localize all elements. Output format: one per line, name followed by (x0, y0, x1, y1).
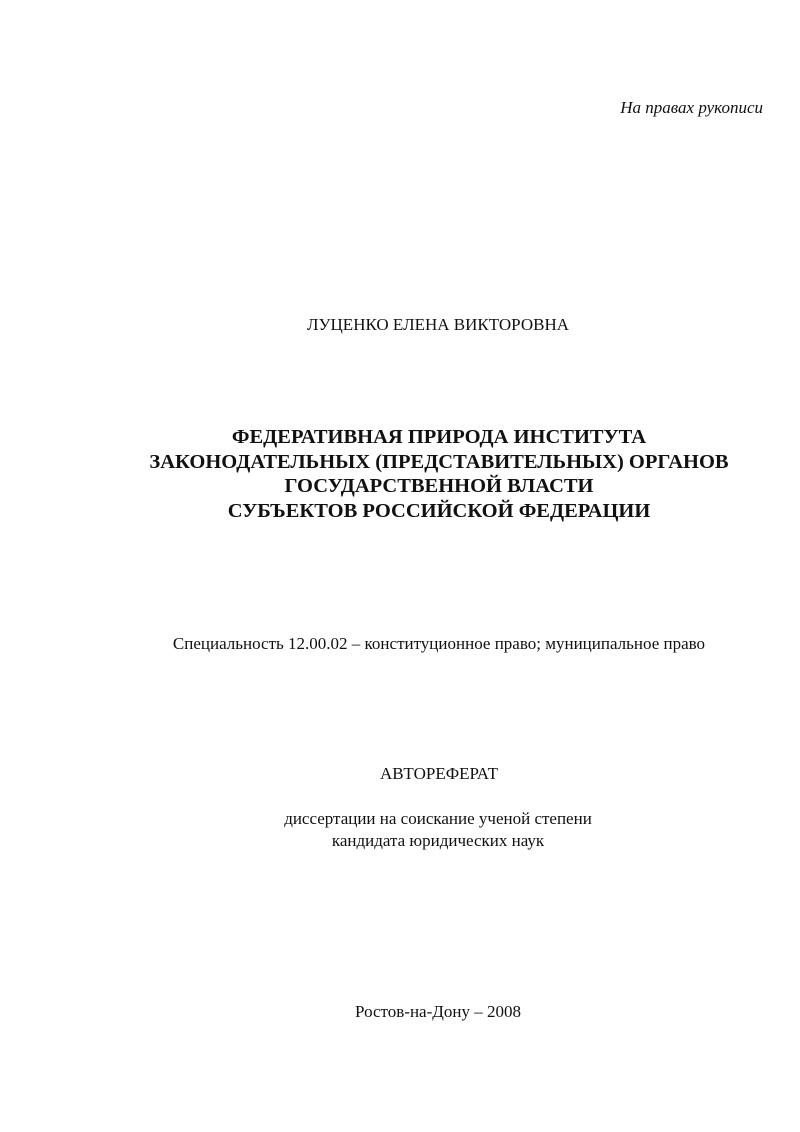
title-line: СУБЪЕКТОВ РОССИЙСКОЙ ФЕДЕРАЦИИ (227, 499, 651, 522)
degree-purpose (0, 808, 800, 852)
document-type: АВТОРЕФЕРАТ (380, 764, 498, 783)
place-and-year: Ростов-на-Дону – 2008 (355, 1002, 521, 1021)
title-line: ГОСУДАРСТВЕННОЙ ВЛАСТИ (284, 475, 594, 497)
specialty-line: Специальность 12.00.02 – конституционное право; муниципальное право (172, 634, 706, 653)
purpose-line: диссертации на соискание ученой степени (284, 809, 592, 828)
dissertation-title (0, 425, 800, 523)
author-name: ЛУЦЕНКО ЕЛЕНА ВИКТОРОВНА (306, 315, 570, 334)
title-line: ЗАКОНОДАТЕЛЬНЫХ (ПРЕДСТАВИТЕЛЬНЫХ) ОРГАНОВ (149, 450, 729, 473)
manuscript-notice: На правах рукописи (620, 98, 763, 117)
purpose-line: кандидата юридических наук (331, 831, 545, 850)
title-line: ФЕДЕРАТИВНАЯ ПРИРОДА ИНСТИТУТА (231, 426, 647, 448)
